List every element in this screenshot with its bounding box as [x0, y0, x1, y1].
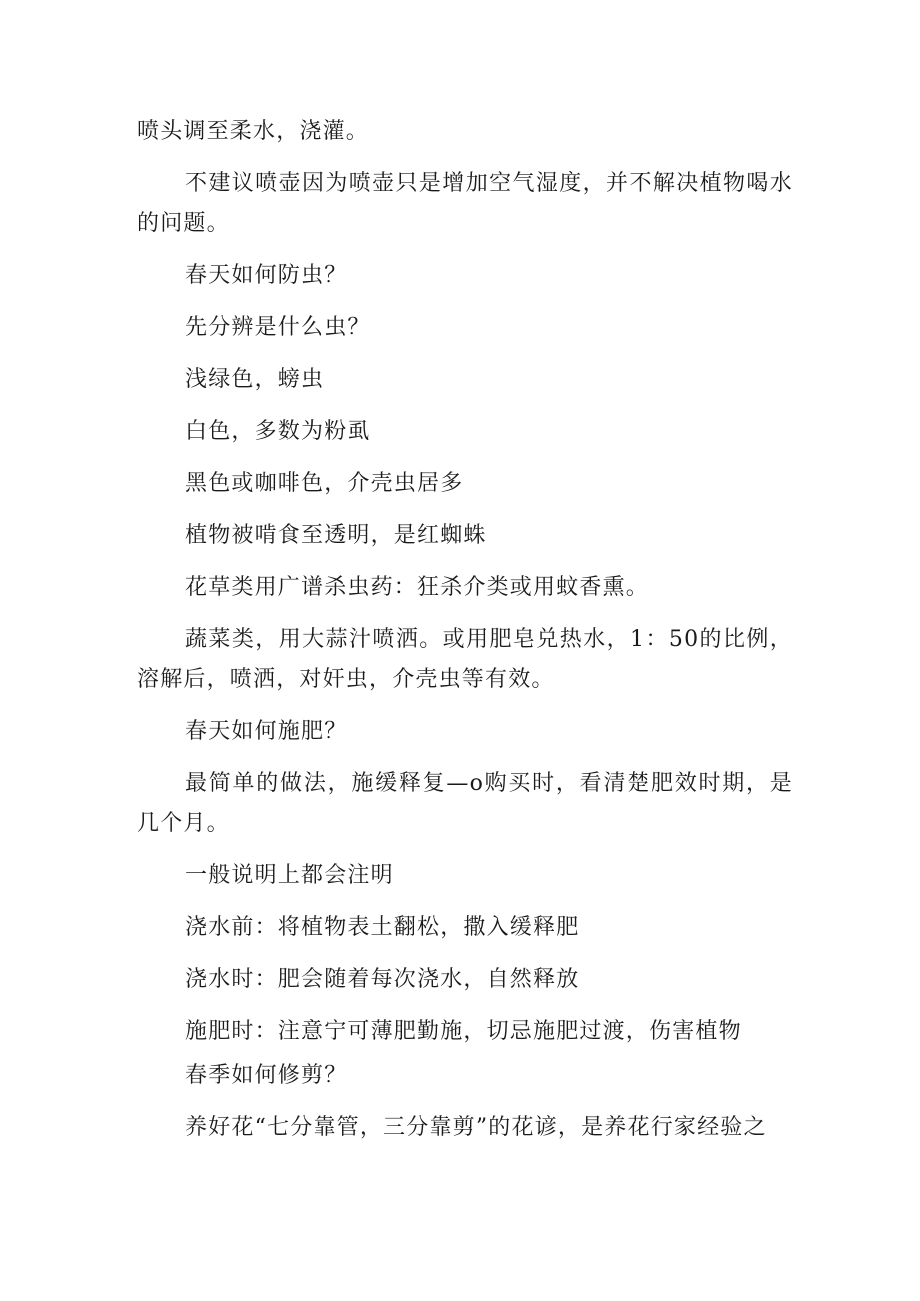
paragraph-while-watering: 浇水时：肥会随着每次浇水，自然释放	[185, 967, 580, 992]
paragraph-when-fertilizing: 施肥时：注意宁可薄肥勤施，切忌施肥过渡，伤害植物	[185, 1019, 742, 1044]
document-body	[137, 112, 793, 1148]
paragraph-before-watering: 浇水前：将植物表土翻松，撒入缓释肥	[185, 915, 580, 940]
paragraph-flower-insecticide: 花草类用广谱杀虫药：狂杀介类或用蚊香熏。	[185, 575, 650, 600]
paragraph-red-spider: 植物被啃食至透明，是红蜘蛛	[185, 523, 487, 548]
paragraph-black-brown-pest: 黑色或咖啡色，介壳虫居多	[185, 471, 464, 496]
paragraph-white-pest: 白色，多数为粉虱	[185, 419, 371, 444]
paragraph-vegetable-treatment: 蔬菜类，用大蒜汁喷洒。或用肥皂兑热水，1：50的比例，溶解后，喷洒，对奸虫，介壳虫等有效。	[137, 627, 793, 692]
paragraph-pruning-proverb: 养好花“七分靠管，三分靠剪”的花谚，是养花行家经验之	[185, 1115, 767, 1140]
paragraph-identify-pest: 先分辨是什么虫？	[185, 315, 371, 340]
paragraph-watering-nozzle: 喷头调至柔水，浇灌。	[137, 119, 370, 144]
paragraph-slow-release-fertilizer: 最简单的做法，施缓释复—o购买时，看清楚肥效时期，是几个月。	[137, 771, 793, 836]
heading-spring-fertilizing: 春天如何施肥？	[185, 719, 348, 744]
paragraph-spray-bottle-advice: 不建议喷壶因为喷壶只是增加空气湿度，并不解决植物喝水的问题。	[137, 171, 793, 236]
heading-spring-pest-control: 春天如何防虫？	[185, 263, 348, 288]
paragraph-instructions-note: 一般说明上都会注明	[185, 863, 394, 888]
paragraph-light-green-pest: 浅绿色，螃虫	[185, 367, 325, 392]
heading-spring-pruning: 春季如何修剪？	[185, 1063, 348, 1088]
